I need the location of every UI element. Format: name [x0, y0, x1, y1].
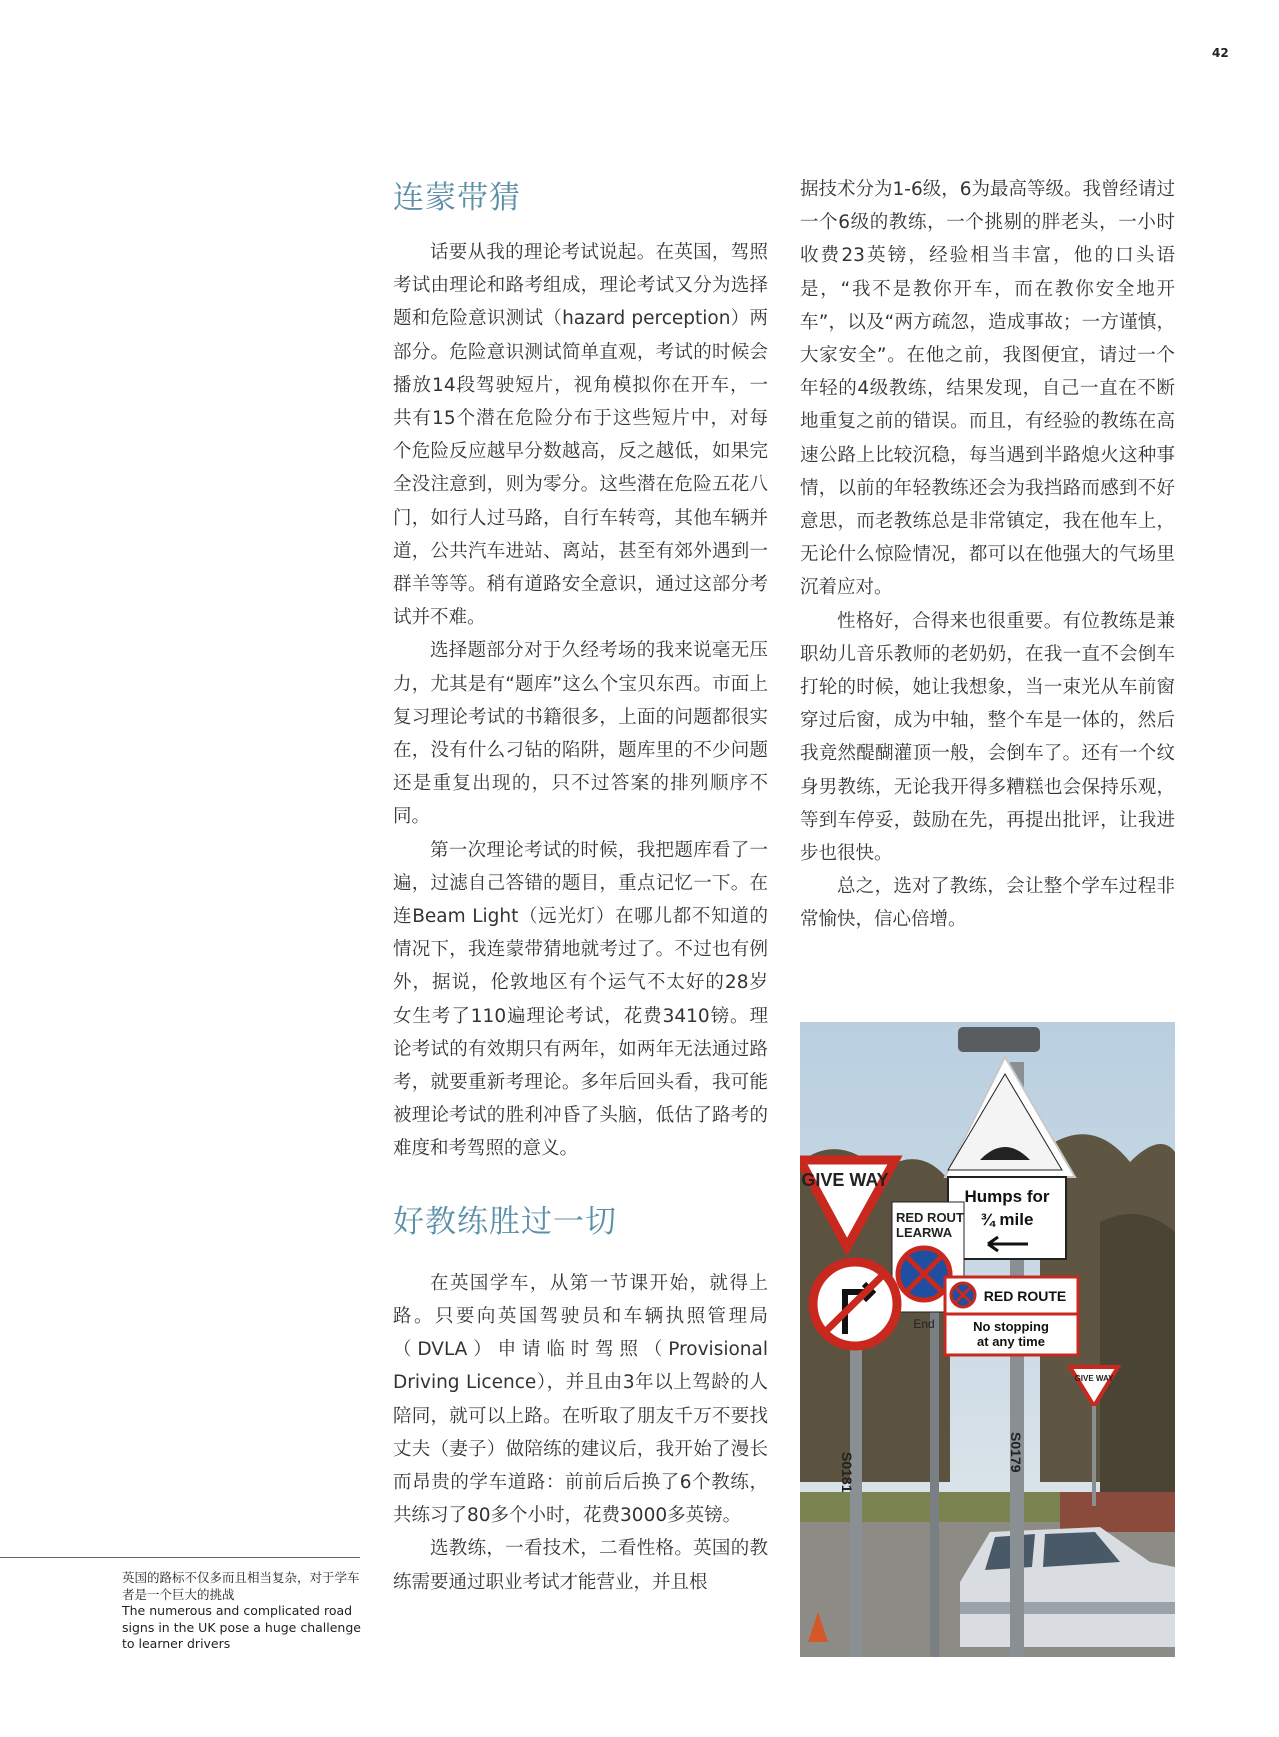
section-2-paragraph-2: 选教练，一看技术，二看性格。英国的教练需要通过职业考试才能营业，并且根: [393, 1538, 768, 1593]
section-1-heading: 连蒙带猜: [393, 180, 521, 216]
caption-chinese: 英国的路标不仅多而且相当复杂，对于学车者是一个巨大的挑战: [122, 1570, 360, 1602]
end-label: End: [913, 1317, 935, 1331]
column-2-paragraph-1: 据技术分为1-6级，6为最高等级。我曾经请过一个6级的教练，一个挑剔的胖老头，一小时收费23英镑，经验相当丰富，他的口头语是，“我不是教你开车，而在教你安全地开车”，以及“两方疏忽，造成事故；一方谨慎，大家安全”。在他之前，我图便宜，请过一个年轻的4级教练，结果发现，自己一直在不断地重复之前的错误。而且，有经验的教练在高速公路上比较沉稳，每当遇到半路熄火这种事情，以前的年轻教练还会为我挡路而感到不好意思，而老教练总是非常镇定，我在他车上，无论什么惊险情况，都可以在他强大的气场里沉着应对。: [800, 179, 1175, 599]
small-give-way-label: GIVE WAY: [1074, 1374, 1114, 1383]
give-way-label: GIVE WAY: [801, 1170, 889, 1190]
red-route-label: RED ROUTE: [983, 1288, 1067, 1304]
section-2-paragraph-1: 在英国学车，从第一节课开始，就得上路。只要向英国驾驶员和车辆执照管理局（DVLA）申请临时驾照（Provisional Driving Licence），并且由3年以上驾龄的人陪同，就可以上路。在听取了朋友千万不要找丈夫（妻子）做陪练的建议后，我开始了漫长而昂贵的学车道路：前前后后换了6个教练，共练习了80多个小时，花费3000多英镑。: [393, 1272, 768, 1527]
no-stopping-line-1: No stopping: [973, 1319, 1049, 1334]
section-2-heading: 好教练胜过一切: [393, 1203, 617, 1240]
red-route-partial-2: LEARWA: [896, 1225, 953, 1240]
road-signs-illustration: [800, 1022, 1175, 1657]
section-1-paragraph-3: 第一次理论考试的时候，我把题库看了一遍，过滤自己答错的题目，重点记忆一下。在连Beam Light（远光灯）在哪儿都不知道的情况下，我连蒙带猜地就考过了。不过也有例外，据说，伦敦地区有个运气不太好的28岁女生考了110遍理论考试，花费3410镑。理论考试的有效期只有两年，如两年无法通过路考，就要重新考理论。多年后回头看，我可能被理论考试的胜利冲昏了头脑，低估了路考的难度和考驾照的意义。: [393, 839, 768, 1160]
column-2-paragraph-2: 性格好，合得来也很重要。有位教练是兼职幼儿音乐教师的老奶奶，在我一直不会倒车打轮的时候，她让我想象，当一束光从车前窗穿过后窗，成为中轴，整个车是一体的，然后我竟然醍醐灌顶一般，会倒车了。还有一个纹身男教练，无论我开得多糟糕也会保持乐观，等到车停妥，鼓励在先，再提出批评，让我进步也很快。: [800, 610, 1175, 865]
humps-line-1: Humps for: [964, 1187, 1050, 1206]
post-number-left: S0181: [839, 1452, 855, 1493]
road-signs-photo: [800, 1022, 1175, 1657]
red-route-partial-1: RED ROUT: [896, 1210, 964, 1225]
post-number-right: S0179: [1008, 1432, 1024, 1473]
caption-divider: [0, 1557, 360, 1558]
column-2-paragraph-3: 总之，选对了教练，会让整个学车过程非常愉快，信心倍增。: [800, 876, 1175, 931]
section-1-paragraph-1: 话要从我的理论考试说起。在英国，驾照考试由理论和路考组成，理论考试又分为选择题和危险意识测试（hazard perception）两部分。危险意识测试简单直观，考试的时候会播放14段驾驶短片，视角模拟你在开车，一共有15个潜在危险分布于这些短片中，对每个危险反应越早分数越高，反之越低，如果完全没注意到，则为零分。这些潜在危险五花八门，如行人过马路，自行车转弯，其他车辆并道，公共汽车进站、离站，甚至有郊外遇到一群羊等等。稍有道路安全意识，通过这部分考试并不难。: [393, 242, 768, 629]
humps-line-2: ¾ mile: [980, 1210, 1034, 1229]
caption-english: The numerous and complicated road signs in the UK pose a huge challenge to learner drivers: [122, 1603, 361, 1651]
no-stopping-line-2: at any time: [977, 1334, 1045, 1349]
section-1-paragraph-2: 选择题部分对于久经考场的我来说毫无压力，尤其是有“题库”这么个宝贝东西。市面上复习理论考试的书籍很多，上面的问题都很实在，没有什么刁钻的陷阱，题库里的不少问题还是重复出现的，只不过答案的排列顺序不同。: [393, 640, 768, 828]
right-column: [800, 173, 1175, 937]
left-column: [393, 168, 768, 1599]
photo-caption: [122, 1570, 362, 1653]
page-number: 42: [1212, 46, 1229, 60]
